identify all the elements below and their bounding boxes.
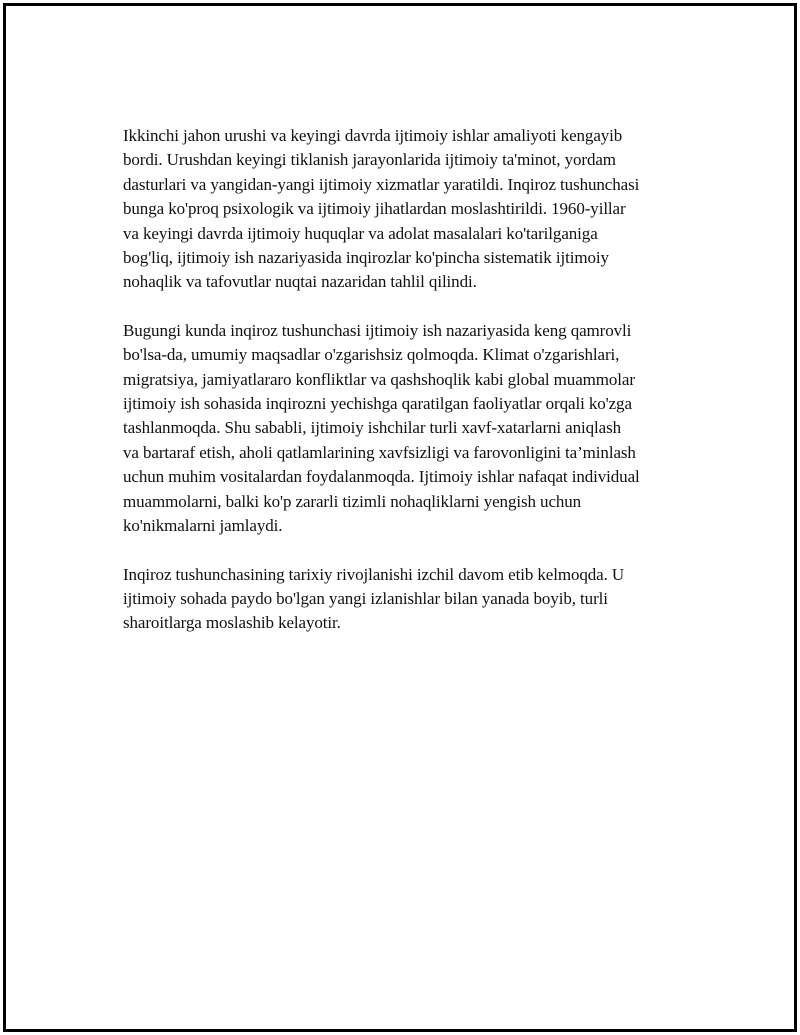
paragraph-2: Bugungi kunda inqiroz tushunchasi ijtimoiy ish nazariyasida keng qamrovli bo'lsa-da, umumiy maqsadlar o'zgarishsiz qolmoqda. Klimat o'zgarishlari, migratsiya, jamiyatlararo konfliktlar va qashshoqlik kabi global muammolar ijtimoiy ish sohasida inqirozni yechishga qaratilgan faoliyatlar orqali ko'zga tashlanmoqda. Shu sababli, ijtimoiy ishchilar turli xavf-xatarlarni aniqlash va bartaraf etish, aholi qatlamlarining xavfsizligi va farovonligini ta’minlash uchun muhim vositalardan foydalanmoqda. Ijtimoiy ishlar nafaqat individual muammolarni, balki ko'p zararli tizimli nohaqliklarni yengish uchun ko'nikmalarni jamlaydi. (123, 320, 640, 536)
paragraph-3: Inqiroz tushunchasining tarixiy rivojlanishi izchil davom etib kelmoqda. U ijtimoiy sohada paydo bo'lgan yangi izlanishlar bilan yanada boyib, turli sharoitlarga moslashib kelayotir. (123, 564, 625, 633)
document-body (123, 124, 683, 660)
page-border (3, 3, 797, 1032)
paragraph-1: Ikkinchi jahon urushi va keyingi davrda ijtimoiy ishlar amaliyoti kengayib bordi. Urushdan keyingi tiklanish jarayonlarida ijtimoiy ta'minot, yordam dasturlari va yangidan-yangi ijtimoiy xizmatlar yaratildi. Inqiroz tushunchasi bunga ko'proq psixologik va ijtimoiy jihatlardan moslashtirildi. 1960-yillar va keyingi davrda ijtimoiy huquqlar va adolat masalalari ko'tarilganiga bog'liq, ijtimoiy ish nazariyasida inqirozlar ko'pincha sistematik ijtimoiy nohaqlik va tafovutlar nuqtai nazaridan tahlil qilindi. (123, 126, 640, 292)
